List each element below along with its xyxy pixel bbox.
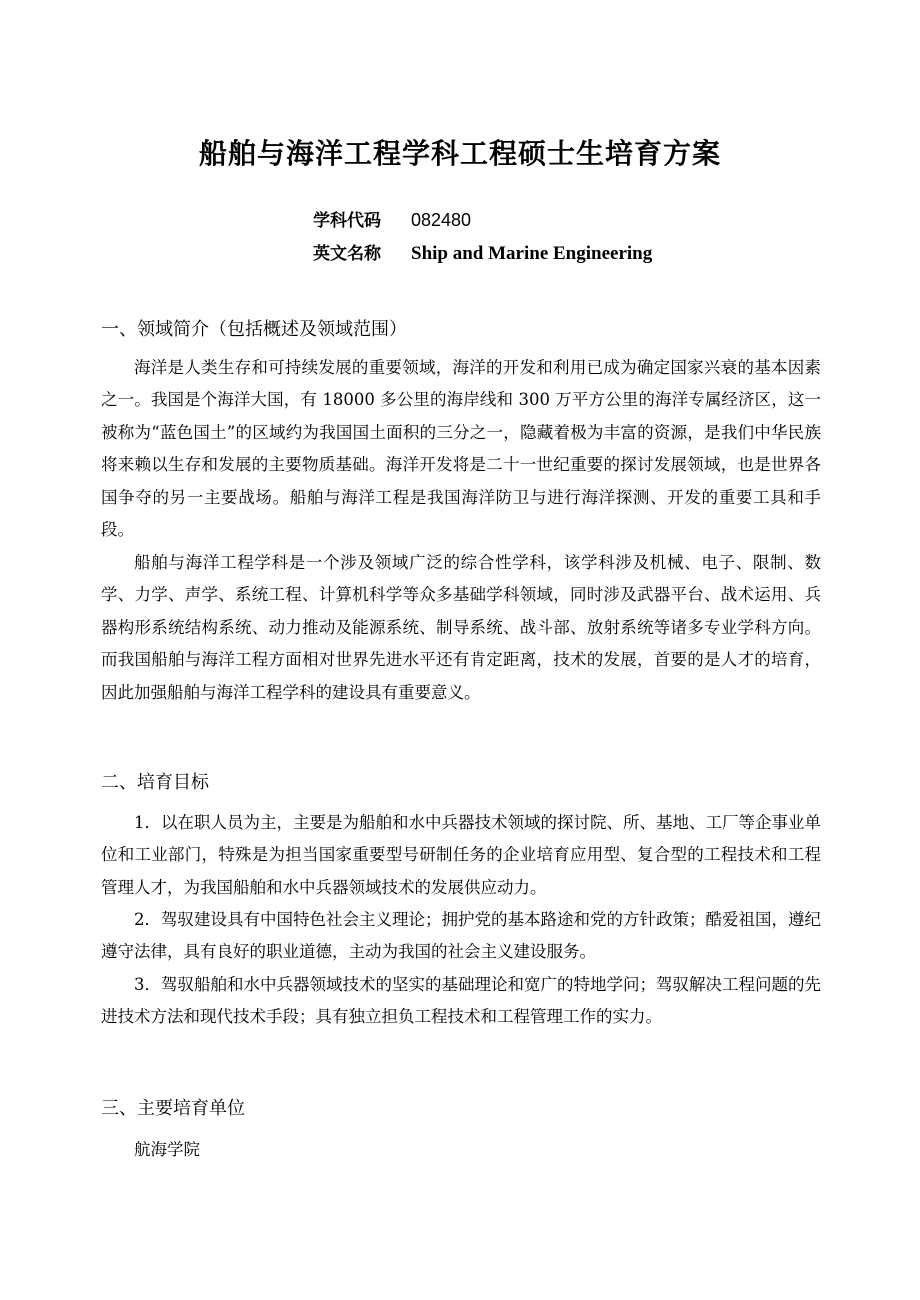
section-heading-objectives: 二、培育目标 (101, 772, 209, 793)
discipline-code-row (313, 206, 471, 235)
objective-item: 2．驾驭建设具有中国特色社会主义理论；拥护党的基本路途和党的方针政策；酷爱祖国，遵纪遵守法律，具有良好的职业道德，主动为我国的社会主义建设服务。 (101, 910, 821, 962)
overview-paragraph: 船舶与海洋工程学科是一个涉及领域广泛的综合性学科，该学科涉及机械、电子、限制、数学、力学、声学、系统工程、计算机科学等众多基础学科领域，同时涉及武器平台、战术运用、兵器构形系统结构系统、动力推动及能源系统、制导系统、战斗部、放射系统等诸多专业学科方向。而我国船舶与海洋工程方面相对世界先进水平还有肯定距离，技术的发展，首要的是人才的培育，因此加强船舶与海洋工程学科的建设具有重要意义。 (101, 553, 821, 702)
english-name-value: Ship and Marine Engineering (411, 243, 653, 264)
objective-item: 1．以在职人员为主，主要是为船舶和水中兵器技术领域的探讨院、所、基地、工厂等企事业单位和工业部门，特殊是为担当国家重要型号研制任务的企业培育应用型、复合型的工程技术和工程管理人才，为我国船舶和水中兵器领域技术的发展供应动力。 (101, 813, 821, 897)
discipline-code-value: 082480 (411, 210, 472, 230)
english-name-label: 英文名称 (313, 244, 381, 264)
section-heading-units: 三、主要培育单位 (101, 1098, 245, 1119)
section-heading-overview: 一、领域简介（包括概述及领域范围） (101, 319, 407, 340)
document-title: 船舶与海洋工程学科工程硕士生培育方案 (198, 137, 721, 170)
overview-paragraph: 海洋是人类生存和可持续发展的重要领域，海洋的开发和利用已成为确定国家兴衰的基本因素之一。我国是个海洋大国，有 18000 多公里的海岸线和 300 万平方公里的海洋专属经济区，这一被称为“蓝色国土”的区域约为我国国土面积的三分之一，隐藏着极为丰富的资源，是我们中华民族将来赖以生存和发展的主要物质基础。海洋开发将是二十一世纪重要的探讨发展领域，也是世界各国争夺的另一主要战场。船舶与海洋工程是我国海洋防卫与进行海洋探测、开发的重要工具和手段。 (101, 358, 821, 540)
training-unit: 航海学院 (134, 1140, 200, 1159)
objective-item: 3．驾驭船舶和水中兵器领域技术的坚实的基础理论和宽广的特地学问；驾驭解决工程问题的先进技术方法和现代技术手段；具有独立担负工程技术和工程管理工作的实力。 (101, 975, 821, 1027)
english-name-row (313, 240, 652, 268)
discipline-code-label: 学科代码 (313, 211, 381, 231)
